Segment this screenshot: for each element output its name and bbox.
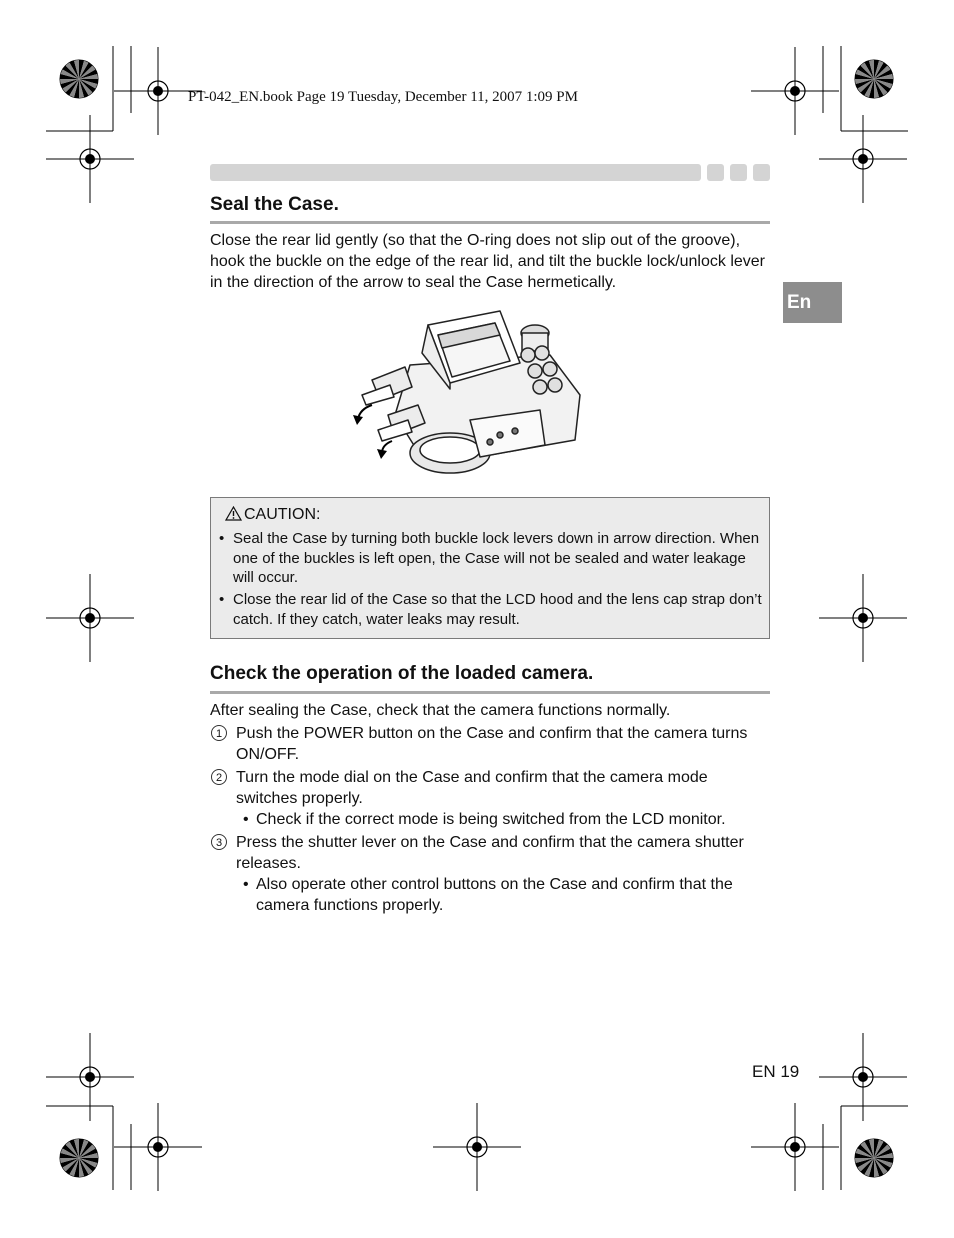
step-note-3: Also operate other control buttons on the Case and confirm that the camera functions properly. [256, 876, 733, 914]
bullet-dot: • [243, 876, 249, 893]
caution-box [210, 497, 770, 639]
step-text-1: Push the POWER button on the Case and confirm that the camera turns ON/OFF. [236, 725, 748, 763]
section-bar-square [730, 164, 747, 181]
book-info-header: PT-042_EN.book Page 19 Tuesday, December 11, 2007 1:09 PM [188, 89, 578, 105]
section-bar [210, 164, 701, 181]
caution-title: CAUTION: [244, 506, 321, 523]
page-number: EN 19 [752, 1062, 800, 1081]
bullet-dot: • [243, 811, 249, 828]
step-text-2: Turn the mode dial on the Case and confirm that the camera mode switches properly. [236, 769, 708, 807]
section-title-seal: Seal the Case. [210, 194, 339, 215]
caution-heading [225, 506, 320, 524]
seal-paragraph: Close the rear lid gently (so that the O-ring does not slip out of the groove), hook the buckle on the edge of the rear lid, and tilt the buckle lock/unlock lever in the direction of the arrow to seal the Case hermetically. [210, 232, 766, 291]
section-title-check: Check the operation of the loaded camera. [210, 663, 594, 684]
case-illustration [350, 305, 590, 485]
section-rule [210, 691, 770, 694]
check-intro: After sealing the Case, check that the camera functions normally. [210, 702, 671, 719]
step-note-2: Check if the correct mode is being switched from the LCD monitor. [256, 811, 726, 828]
language-tab: En [783, 282, 842, 323]
section-rule [210, 221, 770, 224]
section-bar-square [753, 164, 770, 181]
caution-item: Seal the Case by turning both buckle lock levers down in arrow direction. When one of the buckles is left open, the Case will not be sealed and water leakage will occur. [233, 530, 760, 586]
step-number-1: 1 [211, 724, 227, 742]
step-number-3: 3 [211, 833, 227, 851]
bullet-dot: • [219, 591, 225, 608]
step-number-2: 2 [211, 768, 227, 786]
step-text-3: Press the shutter lever on the Case and confirm that the camera shutter releases. [236, 834, 744, 872]
section-bar-square [707, 164, 724, 181]
bullet-dot: • [219, 530, 225, 547]
warning-triangle-icon [225, 506, 242, 521]
caution-item: Close the rear lid of the Case so that the LCD hood and the lens cap strap don’t catch. If they catch, water leaks may result. [233, 591, 762, 628]
